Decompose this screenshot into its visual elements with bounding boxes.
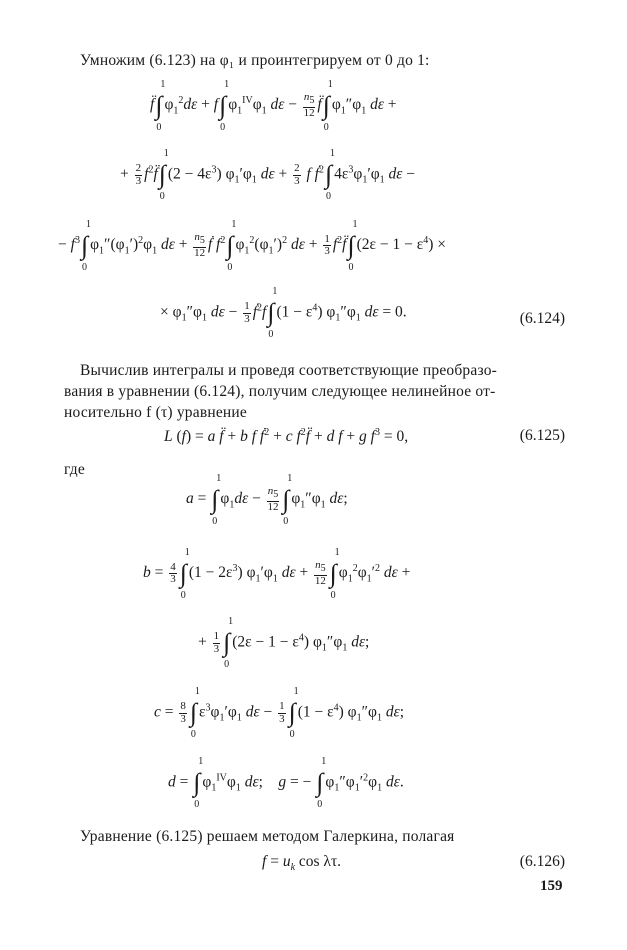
paragraph-2-line-2: вания в уравнении (6.124), получим следующее нелинейное от- (64, 383, 496, 400)
coefficient-b-line-2: + $\frac{1}{3}$ ∫ 1 0 $(2\varepsilon - 1 - \varepsilon^4)$ $\varphi_1''\varphi_1$ dε; (198, 616, 370, 670)
equation-6-124-line-3: − $f^3\int$ 1 0 $\varphi_1''(\varphi_1')^2\varphi_1$ dε + $\frac{n_5}{12}$ ḟ $f^2\int$ 1 0 $\varphi_1^2(\varphi_1')^2$ dε + $\frac{1}{3}$ $f^2f̈\int$ 1 0 $(2\varepsilon - 1 - \varepsilon^4)$ × (58, 218, 447, 273)
equation-6-124-line-4: × $\varphi_1''\varphi_1$ dε − $\frac{1}{3}$ ḟ$^2$f∫ 1 0 $(1 - \varepsilon^4)$ $\varphi_1''\varphi_1$ dε = 0. (160, 286, 407, 340)
paragraph-2-line-1: Вычислив интегралы и проведя соответствующие преобразо- (80, 362, 498, 379)
coefficient-b-line-1: b = $\frac{4}{3}$ ∫ 1 0 $(1 - 2\varepsilon^3)$ $\varphi_1'\varphi_1$ dε + $\frac{n_5}{12}$ ∫ 1 0 $\varphi_1^2\varphi_1'^2$ dε + (143, 546, 411, 601)
equation-number-6-125: (6.125) (519, 427, 565, 444)
equation-number-6-126: (6.126) (519, 853, 565, 870)
page-number: 159 (540, 878, 563, 894)
equation-6-124-line-1: f̈∫ 1 0 $\varphi_1^2d\varepsilon + f\int$ 1 0 $\varphi_1^{IV}\varphi_1$ dε − $\frac{n_5}{12}$ f̈∫ 1 0 $\varphi_1''\varphi_1$ dε + (150, 78, 397, 133)
paragraph-3: Уравнение (6.125) решаем методом Галеркина, полагая (80, 828, 455, 845)
where-label: где (64, 461, 85, 478)
equation-number-6-124: (6.124) (519, 310, 565, 327)
equation-6-125: L (f) = a f̈ + b f ḟ$^2$ + c $f^2f̈ + d$ f + g $f^3 = 0$, (164, 427, 409, 446)
coefficients-d-g: d = ∫ 1 0 $\varphi_1^{IV}\varphi_1$ dε; g = − ∫ 1 0 $\varphi_1''\varphi_1'^2\varphi_1$ dε. (168, 756, 404, 810)
intro-text: Умножим (6.123) на φ₁ и проинтегрируем от 0 до 1: (80, 52, 430, 69)
paragraph-2-line-3: носительно f (τ) уравнение (64, 404, 247, 421)
coefficient-c: c = $\frac{8}{3}$ ∫ 1 0 $\varepsilon^3\varphi_1'\varphi_1$ dε − $\frac{1}{3}$ ∫ 1 0 $(1 - \varepsilon^4)$ $\varphi_1''\varphi_1$ dε; (154, 686, 405, 740)
equation-6-124-line-2: + $\frac{2}{3}$ $f^2f̈\int$ 1 0 $(2 - 4\varepsilon^3)$ $\varphi_1'\varphi_1$ dε + $\frac{2}{3}$ f ḟ$^2$∫ 1 0 $4\varepsilon^3\varphi_1'\varphi_1$ dε − (120, 148, 416, 202)
equation-6-126: $f = u_k$ cos λτ. (262, 853, 342, 874)
coefficient-a: a = ∫ 1 0 $\varphi_1d\varepsilon$ − $\frac{n_5}{12}$ ∫ 1 0 $\varphi_1''\varphi_1$ dε; (186, 472, 348, 527)
